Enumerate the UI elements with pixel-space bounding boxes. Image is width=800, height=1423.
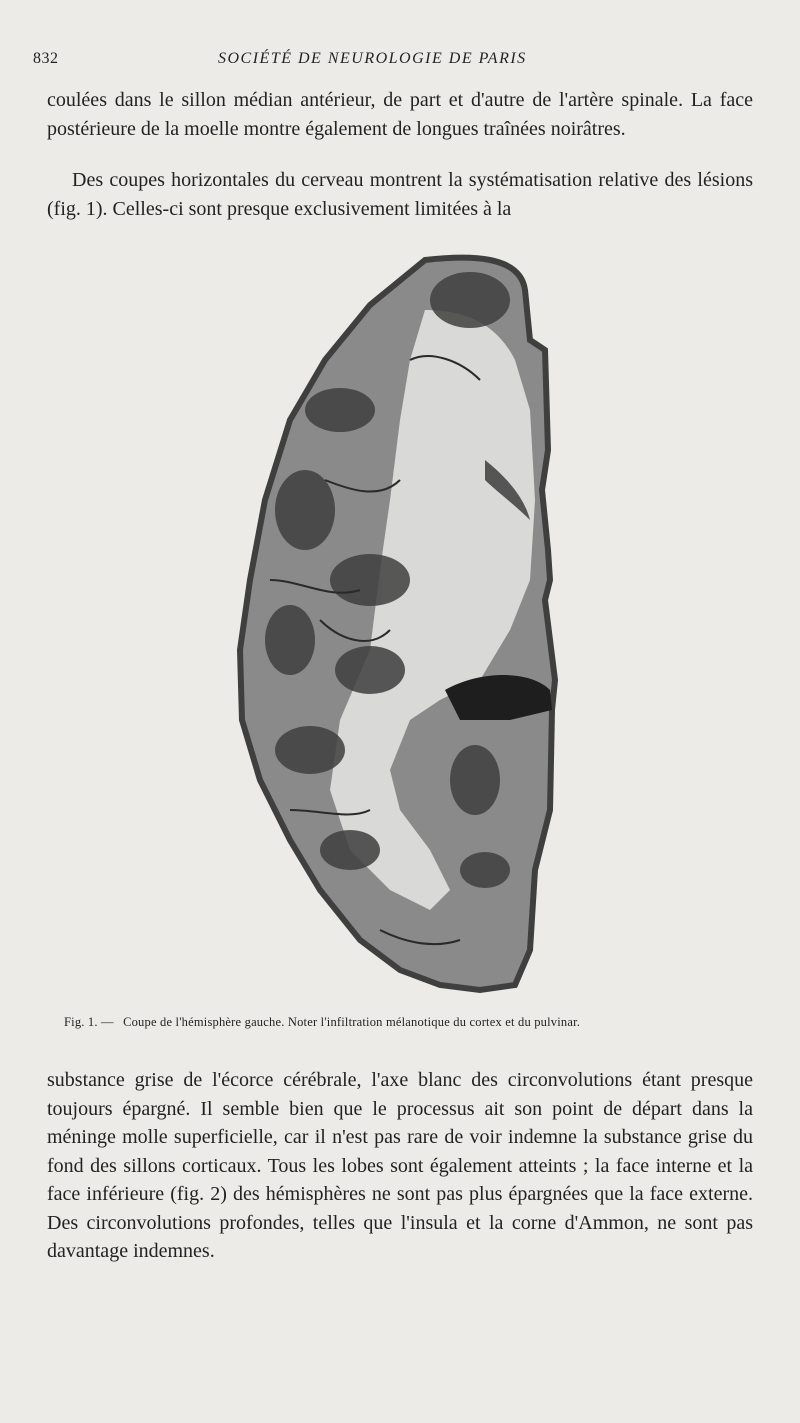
brain-section-figure bbox=[230, 250, 570, 1000]
figure-caption bbox=[64, 1015, 764, 1030]
page-number: 832 bbox=[33, 50, 59, 67]
paragraph-3: substance grise de l'écorce cérébrale, l'axe blanc des circonvolutions étant presque toujours épargné. Il semble bien que le processus ait son point de départ dans la méninge molle superficielle, car il n'est pas rare de voir indemne la substance grise du fond des sillons corticaux. Tous les lobes sont également atteints ; la face interne et la face inférieure (fig. 2) des hémisphères ne sont pas plus épargnées que la face externe. Des circonvolutions profondes, telles que l'insula et la corne d'Ammon, ne sont pas davantage indemnes. bbox=[47, 1069, 753, 1262]
paragraph-2: Des coupes horizontales du cerveau montrent la systématisation relative des lésions (fig. 1). Celles-ci sont presque exclusivement limitées à la bbox=[47, 169, 753, 220]
paragraph-1: coulées dans le sillon médian antérieur, de part et d'autre de l'artère spinale. La face postérieure de la moelle montre également de longues traînées noirâtres. bbox=[47, 89, 753, 140]
figure-label: Fig. 1. — bbox=[64, 1015, 114, 1029]
figure-caption-text: Coupe de l'hémisphère gauche. Noter l'infiltration mélanotique du cortex et du pulvinar. bbox=[123, 1015, 581, 1029]
journal-title: SOCIÉTÉ DE NEUROLOGIE DE PARIS bbox=[218, 50, 527, 67]
